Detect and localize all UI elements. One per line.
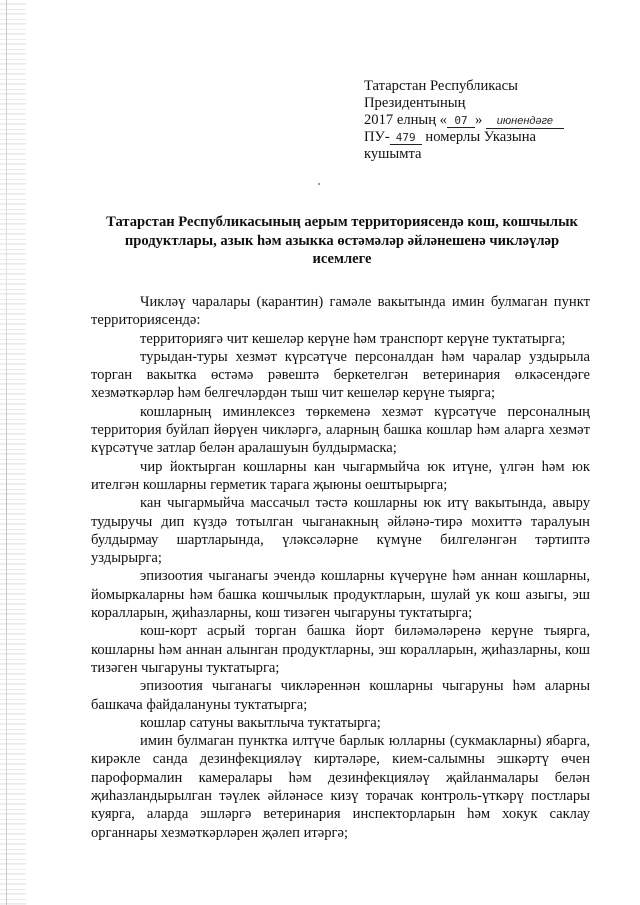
paragraph: имин булмаган пунктка илтүче барлык юлларны (сукмакларны) ябарга, кирәкле санда дезинфекцияләү киртәләре, кием-салымны эшкәртү өчен пароформалин камералары һәм дезинфекцияләү җайланмалары белән җиһазландырылган тәүлек әйләнәсе кизү торачак контроль-үткәрү постлары куярга, аларда эшләргә ветеринария инспекторларын һәм хокук саклау органнары хезмәткәрләрен җәлеп итәргә; [91,733,590,841]
stamp-line-president: Президентының [364,95,466,111]
document-body [91,293,590,842]
stamp-line-republic: Татарстан Республикасы [364,78,518,94]
decree-number-handwritten: 479 [390,131,422,145]
paragraph: кошлар сатуны вакытлыча туктатырга; [140,714,381,731]
date-year-prefix: 2017 елның « [364,112,447,128]
annex-stamp [364,78,604,163]
decree-prefix: ПУ- [364,129,390,145]
paragraph: кан чыгармыйча массачыл тәстә кошларны юк итү вакытында, авыру тудыручы дип күздә тотылган чыганакның әйләнә-тирә мохиттә таралуын булдырмау шартларында, үләксәләрне күмүне билгеләнгән тәртиптә уздырырга; [91,495,590,567]
paragraph: территориягә чит кешеләр керүне һәм транспорт керүне туктатырга; [140,330,566,347]
paragraph: кошларның иминлексез төркеменә хезмәт күрсәтүче персоналның территория буйлап йөрүен чикләргә, аларның башка кошлар һәм аларга хезмәт күрсәтүче затлар белән аралашуын булдырмаска; [91,403,590,457]
decree-suffix: номерлы Указына [425,129,537,145]
stamp-line-annex: кушымта [364,146,422,162]
paragraph: эпизоотия чыганагы чикләреннән кошларны чыгаруны һәм аларны башкача файдалануны туктатырга; [91,678,590,713]
paragraph: турыдан-туры хезмәт күрсәтүче персоналдан һәм чаралар уздырыла торган вакытка өстәмә рәвештә беркетелгән ветеринария өлкәсендәге хезмәткәрләр һәм белгечләрдән тыш чит кешеләр керүне тыярга; [91,348,590,402]
paragraph: чир йоктырган кошларны кан чыгармыйча юк итүне, үлгән һәм юк ителгән кошларны герметик тарага җыюны оештырырга; [91,458,590,493]
date-day-handwritten: 07 [447,114,475,128]
stamp-line-date [364,112,604,129]
stamp-line-decree [364,129,604,146]
document-title: Татарстан Республикасының аерым территориясендә кош, кошчылык продуктлары, азык һәм азыкка өстәмәләр әйләнешенә чикләүләр исемлеге [106,214,578,267]
scan-dot [318,183,320,185]
paragraph: Чикләү чаралары (карантин) гамәле вакытында имин булмаган пункт территориясендә: [91,294,590,329]
paragraph: кош-корт асрый торган башка йорт биләмәләренә керүне тыярга, кошларны һәм аннан алынган продуктларны, эш коралларын, җиһазларны, кош тизәген чыгаруны туктатырга; [91,623,590,676]
paragraph: эпизоотия чыганагы эчендә кошларны күчерүне һәм аннан кошларны, йомыркаларны һәм башка кошчылык продуктларын, шулай ук кош азыгы, эш коралларын, җиһазларны, кош тизәген чыгаруны туктатырга; [91,568,590,622]
date-month-handwritten: июнендәге [486,115,564,129]
date-day-close: » [474,112,483,128]
scan-edge-artifact [0,0,26,905]
